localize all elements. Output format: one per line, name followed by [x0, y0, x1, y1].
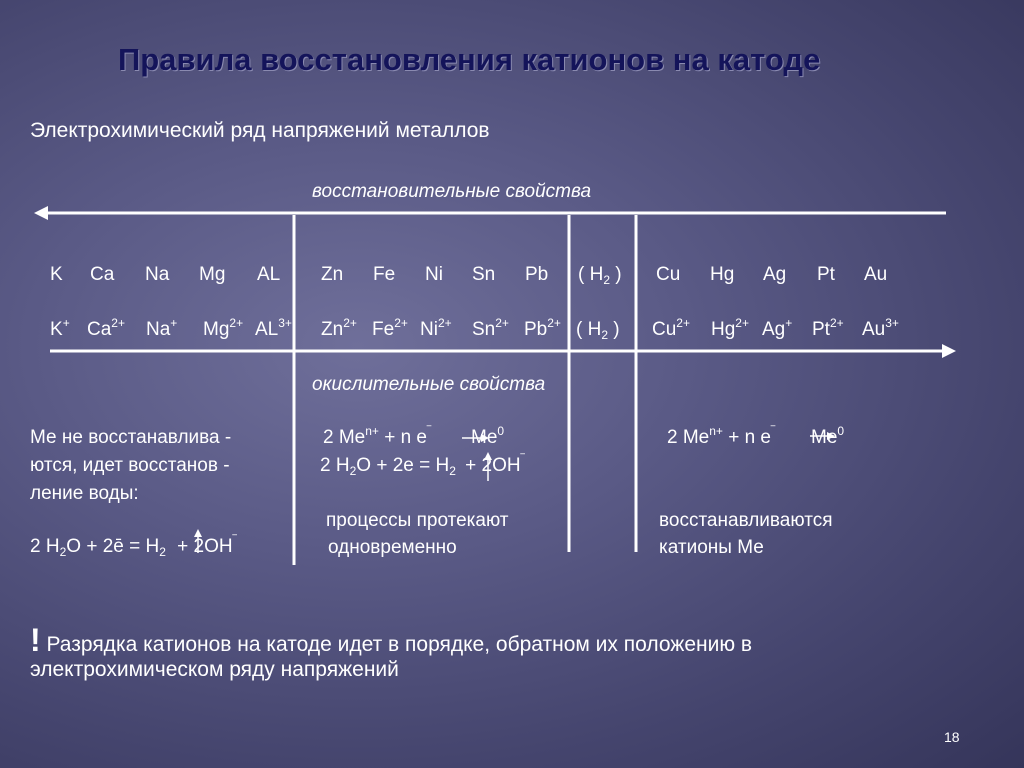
oxidizing-properties-label: окислительные свойства	[312, 374, 546, 395]
middle-note-line-1: процессы протекают	[326, 510, 509, 531]
page-number: 18	[944, 729, 960, 745]
metal-cu: Cu	[656, 264, 681, 285]
metal-al: AL	[257, 264, 281, 285]
metal-ni: Ni	[425, 264, 443, 285]
metal-pb: Pb	[525, 264, 549, 285]
left-text-line-3: ление воды:	[30, 483, 139, 504]
right-note-line-1: восстанавливаются	[659, 510, 833, 531]
exclamation-mark: !	[30, 622, 41, 658]
oxidizing-arrow-head	[942, 344, 956, 358]
metal-fe: Fe	[373, 264, 396, 285]
metal-sn: Sn	[472, 264, 496, 285]
ion-hg: $Hg^{2+}$	[711, 316, 749, 340]
hydrogen: ( $H_2$ )	[578, 264, 622, 287]
middle-note-line-2: одновременно	[328, 537, 457, 558]
ion-mg: $Mg^{2+}$	[203, 316, 244, 340]
metal-k: K	[50, 264, 63, 285]
metal-ag: Ag	[763, 264, 787, 285]
right-metal-equation: 2 $Me^{n+} + n$ e‾ Me$^0$	[667, 424, 845, 448]
metal-ca: Ca	[90, 264, 115, 285]
reducing-properties-label: восстановительные свойства	[312, 181, 592, 202]
left-text-line-2: ются, идет восстанов -	[30, 455, 230, 476]
ion-pt: $Pt^{2+}$	[812, 316, 844, 340]
middle-water-equation: 2 $H_2O + 2e = H_2 + 2OH^‾$	[320, 452, 525, 478]
left-water-equation: 2 $H_2O$ + 2ē = $H_2 + 2OH^‾$	[30, 533, 237, 559]
ion-na: Na+	[146, 316, 178, 340]
metal-hg: Hg	[710, 264, 735, 285]
ion-pb: $Pb^{2+}$	[524, 316, 561, 340]
metal-zn: Zn	[321, 264, 344, 285]
ion-k: K+	[50, 316, 70, 340]
ion-ag: Ag+	[762, 316, 793, 340]
metal-pt: Pt	[817, 264, 835, 285]
ion-sn: $Sn^{2+}$	[472, 316, 509, 340]
metal-au: Au	[864, 264, 888, 285]
conclusion-line-2: электрохимическом ряду напряжений	[30, 658, 399, 681]
ion-hydrogen: ( $H_2$ )	[576, 319, 620, 342]
metal-mg: Mg	[199, 264, 226, 285]
conclusion-line-1: ! Разрядка катионов на катоде идет в порядке, обратном их положению в	[30, 622, 753, 658]
left-text-line-1: Ме не восстанавлива -	[30, 427, 232, 448]
ion-ca: $Ca^{2+}$	[87, 316, 125, 340]
ion-zn: $Zn^{2+}$	[321, 316, 357, 340]
ion-al: $AL^{3+}$	[255, 316, 292, 340]
ion-au: $Au^{3+}$	[862, 316, 899, 340]
slide-title: Правила восстановления катионов на катоде	[118, 42, 821, 77]
ion-ni: $Ni^{2+}$	[420, 316, 452, 340]
ion-fe: $Fe^{2+}$	[372, 316, 408, 340]
metal-na: Na	[145, 264, 170, 285]
middle-metal-equation: 2 $Me^{n+} + n$ e‾ Me$^0$	[323, 424, 505, 448]
reducing-arrow-head	[34, 206, 48, 220]
ion-cu: $Cu^{2+}$	[652, 316, 690, 340]
series-heading: Электрохимический ряд напряжений металлов	[30, 119, 490, 142]
right-note-line-2: катионы Ме	[659, 537, 764, 558]
